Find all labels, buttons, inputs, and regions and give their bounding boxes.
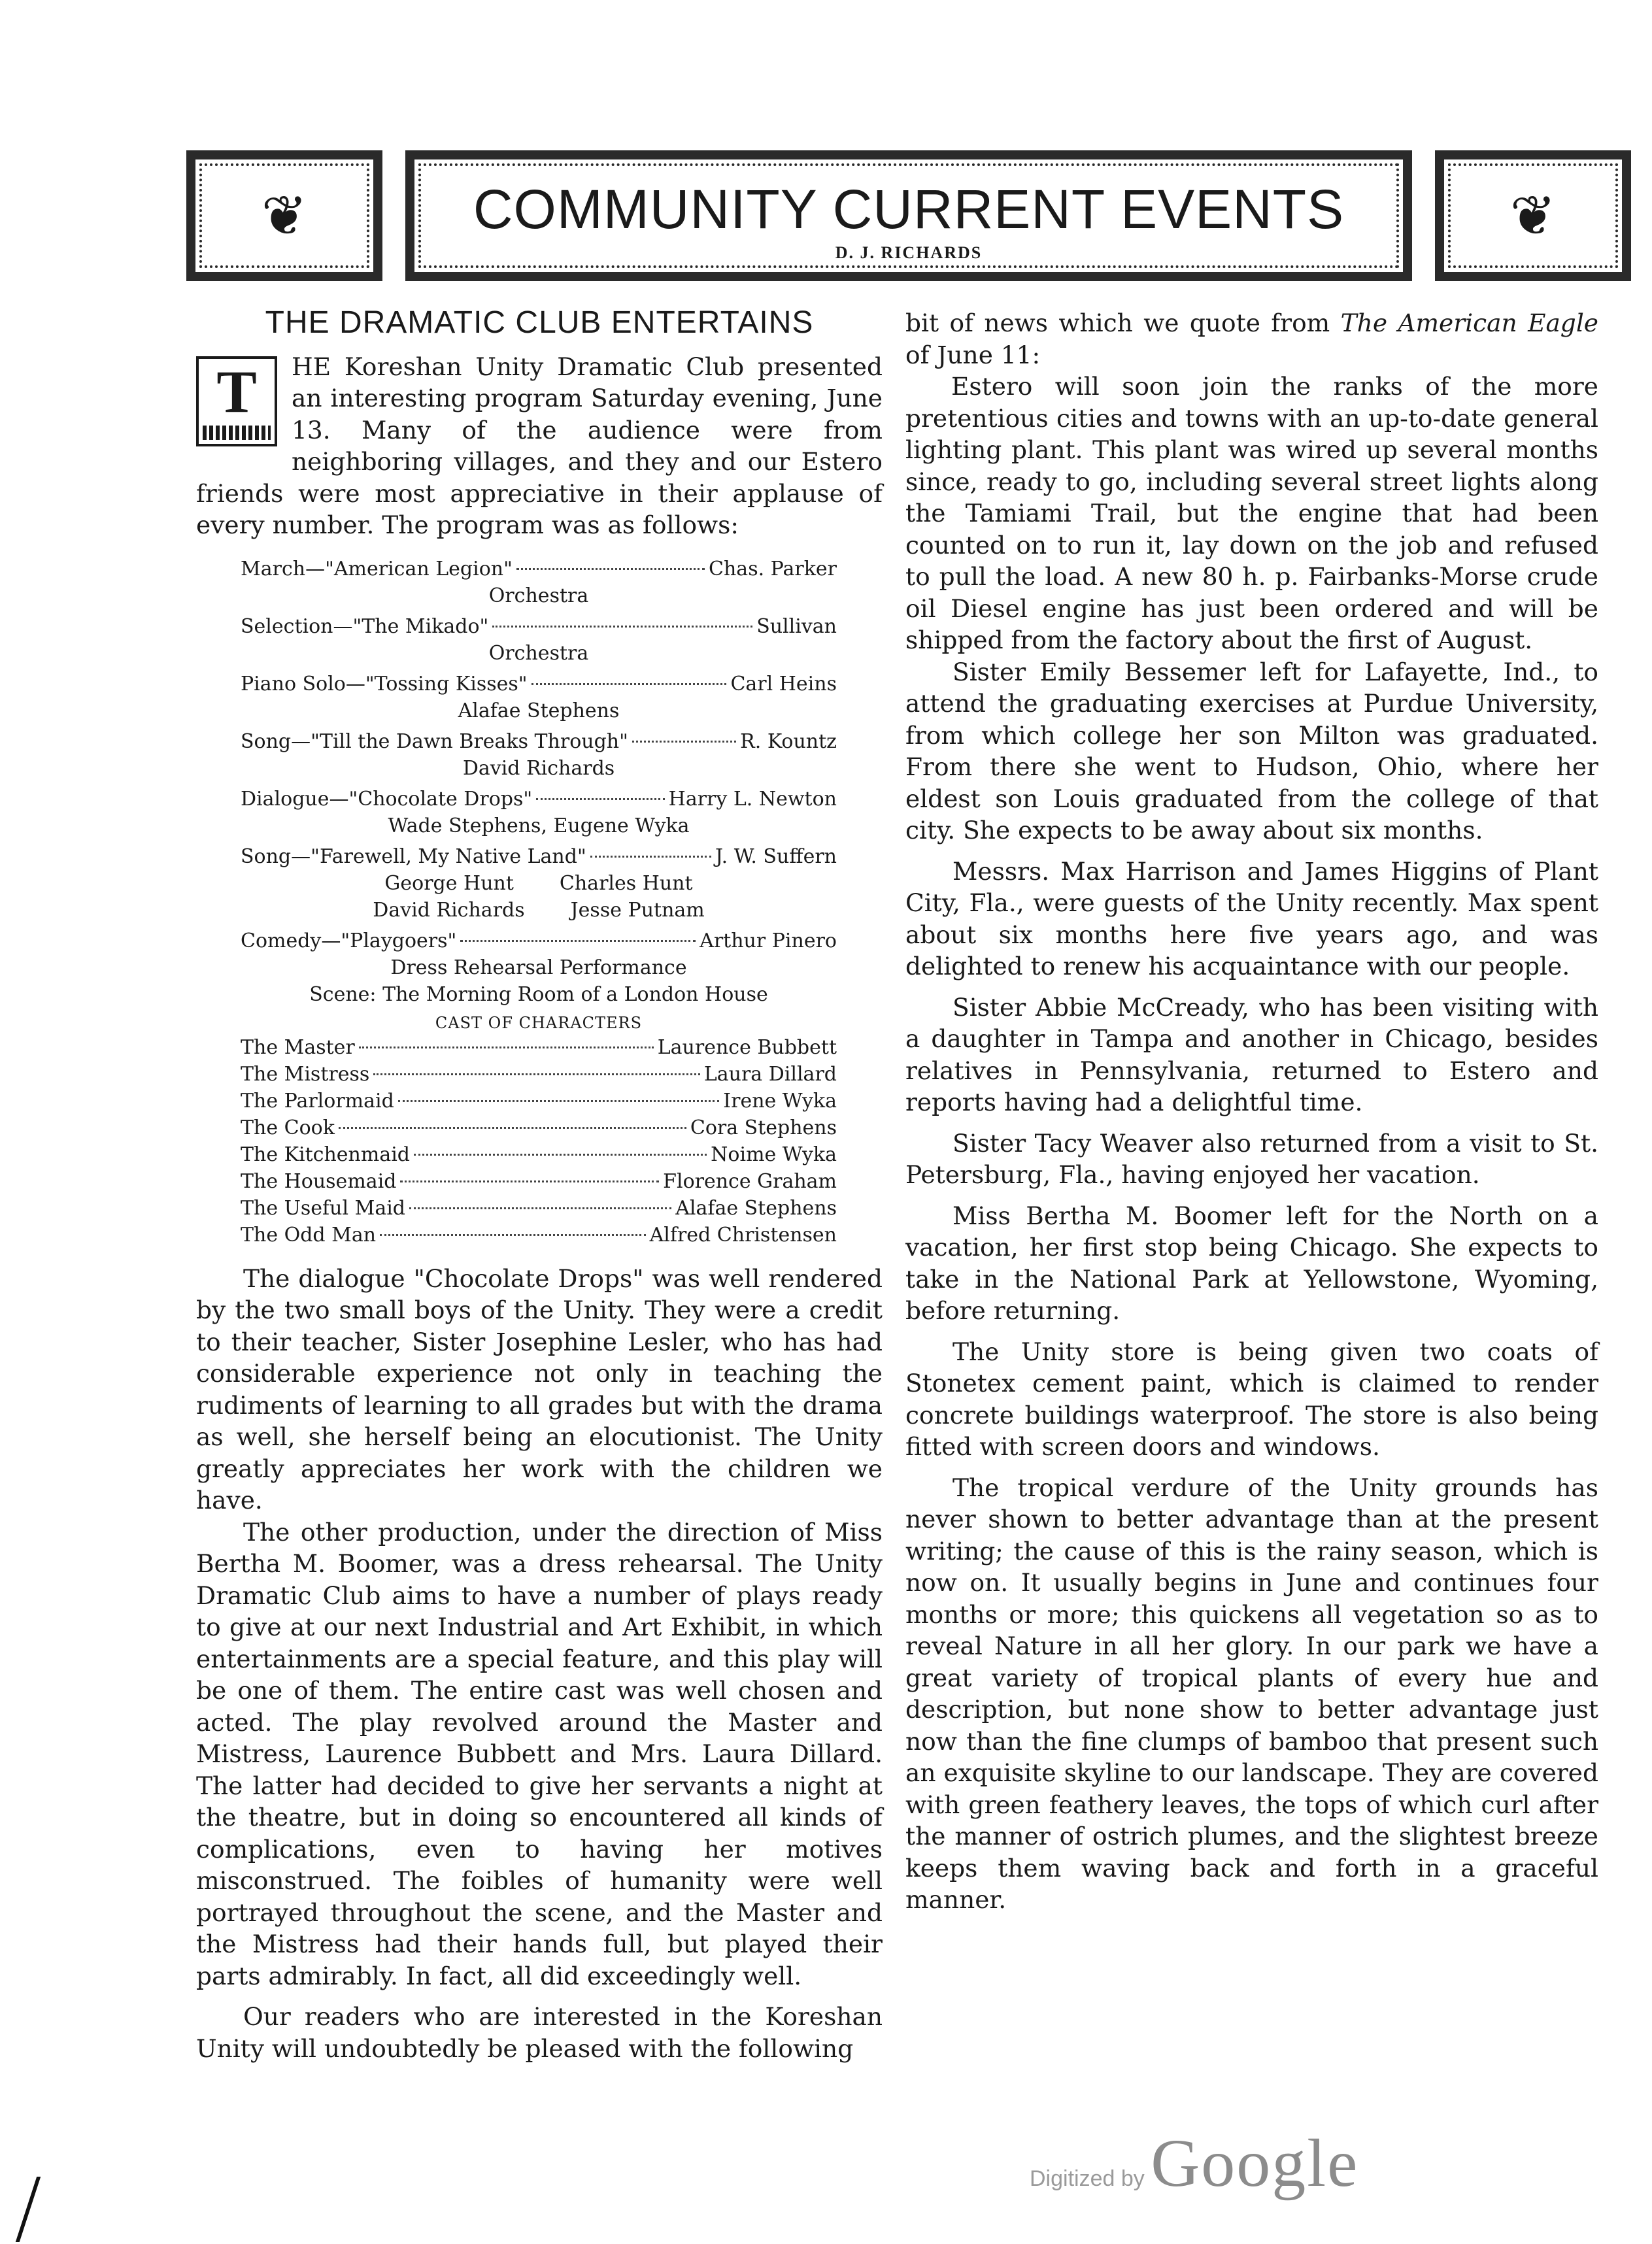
program-item-credit: Chas. Parker [709,557,837,580]
program-item-credit: Harry L. Newton [668,787,837,811]
cast-row [241,1195,837,1222]
cast-role: The Parlormaid [241,1089,394,1113]
news-item: Sister Emily Bessemer left for Lafayette, Ind., to attend the graduating exercises at Purdue University, from which college her son Milton was graduated. From there she went to Hudson, Ohio, where her eldest son Louis graduated from the college of that city. She expects to be away about six months. [905,657,1598,845]
fleur-ornament-icon: ❦ [261,184,308,248]
intro-paragraph [196,351,883,541]
intro-text: HE Koreshan Unity Dramatic Club presented an interesting program Saturday evening, June 13. Many of the audience were from neighboring villages, and they and our Estero friends were most appreciative in their applause of every number. The program was as follows: [196,352,883,539]
program-performer: David Richards [462,756,615,780]
right-column [905,307,1598,1916]
program-item-credit: J. W. Suffern [715,845,837,868]
block-quote: Estero will soon join the ranks of the more pretentious cities and towns with an up-to-date general lighting plant. This plant was wired up several months since, ready to go, including several street lights along the Tamiami Trail, but the engine that had been counted on to run it, lay down on the job and refused to pull the load. A new 80 h. p. Fairbanks-Morse crude oil Diesel engine has just been ordered and will be shipped from the factory about the first of August. [905,372,1598,654]
lead-in-text: of June 11: [905,340,1041,369]
cast-row [241,1061,837,1088]
dot-leader [339,1127,686,1129]
news-item: Messrs. Max Harrison and James Higgins of Plant City, Fla., were guests of the Unity recently. Max spent about six months here five years ago, and was delighted to renew his acquaintance with our people. [905,856,1598,980]
dot-leader [531,683,727,685]
drop-cap: T [196,356,277,446]
article-paragraph: The dialogue "Chocolate Drops" was well rendered by the two small boys of the Unity. They were a credit to their teacher, Sister Josephine Lesler, who has had considerable experience not only in teaching the rudiments of learning to all grades but with the drama as well, she herself being an elocutionist. The Unity greatly appreciates her work with the children we have. [196,1264,883,1515]
cast-role: The Housemaid [241,1169,397,1193]
dot-leader [373,1073,700,1075]
source-title: The American Eagle [1340,309,1599,337]
cast-actor: Cora Stephens [690,1116,837,1139]
dot-leader [460,940,696,942]
watermark-brand: Google [1151,2126,1359,2201]
news-item: Sister Abbie McCready, who has been visiting with a daughter in Tampa and another in Chicago, besides relatives in Pennsylvania, returned to Estero and reports having had a delightful time. [905,992,1598,1116]
dot-leader [359,1047,654,1048]
section-title: THE DRAMATIC CLUB ENTERTAINS [265,305,814,340]
dot-leader [409,1207,671,1209]
dot-leader [400,1181,659,1182]
byline: D. J. RICHARDS [835,243,983,262]
cast-actor: Irene Wyka [723,1089,837,1113]
cast-role: The Kitchenmaid [241,1143,411,1166]
cast-role: The Cook [241,1116,335,1139]
program-performer: Dress Rehearsal Performance [390,956,687,979]
cast-heading: CAST OF CHARACTERS [435,1013,643,1032]
digitized-watermark [1030,2124,1358,2202]
dot-leader [398,1100,719,1102]
cast-actor: Laurence Bubbett [657,1035,837,1059]
program-item [241,786,837,812]
cast-actor: Florence Graham [663,1169,837,1193]
cast-row [241,1034,837,1061]
program-performer: Charles Hunt [559,871,693,895]
cast-actor: Noime Wyka [711,1143,837,1166]
program-item [241,728,837,755]
program-item [241,556,837,582]
program-item [241,613,837,640]
dot-leader [380,1234,646,1236]
program-item-credit: Arthur Pinero [700,929,837,952]
program-item-title: Dialogue—"Chocolate Drops" [241,787,533,811]
program-item-credit: Carl Heins [730,672,837,695]
left-ornament-panel [186,150,382,281]
dot-leader [414,1154,707,1156]
cast-role: The Mistress [241,1062,370,1086]
news-item: Sister Tacy Weaver also returned from a visit to St. Petersburg, Fla., having enjoyed her vacation. [905,1128,1598,1189]
lead-in-text: bit of news which we quote from [905,309,1341,337]
news-item: The tropical verdure of the Unity grounds has never shown to better advantage than at the present writing; the cause of this is the rainy season, which is now on. It usually begins in June and continues four months or more; this quickens all vegetation so as to reveal Nature in all her glory. In our park we have a great variety of tropical plants of every hue and description, but none show to better advantage just now than the fine clumps of bamboo that present such an exquisite skyline to our landscape. They are covered with green feathery leaves, the tops of which curl after the manner of ostrich plumes, and the slightest breeze keeps them waving back and forth in a graceful manner. [905,1473,1598,1914]
scan-artifact [16,2177,60,2242]
cast-role: The Odd Man [241,1223,377,1247]
program-performer: David Richards [373,898,525,922]
article-paragraph: The other production, under the direction of Miss Bertha M. Boomer, was a dress rehearsal. The Unity Dramatic Club aims to have a number of plays ready to give at our next Industrial and Art Exhibit, in which entertainments are a special feature, and this play will be one of them. The entire cast was well chosen and acted. The play revolved around the Master and Mistress, Laurence Bubbett and Mrs. Laura Dillard. The latter had decided to give her servants a night at the theatre, but in doing so encountered all kinds of complications, even to having her motives misconstrued. The foibles of humanity were well portrayed throughout the scene, and the Master and the Mistress had their hands full, but played their parts admirably. In fact, all did exceedingly well. [196,1517,883,1990]
program-performer: Wade Stephens, Eugene Wyka [388,814,690,837]
cast-row [241,1088,837,1114]
program-item [241,843,837,870]
news-item: Miss Bertha M. Boomer left for the North on a vacation, her first stop being Chicago. She expects to take in the National Park at Yellowstone, Wyoming, before returning. [905,1201,1598,1325]
program-item [241,671,837,697]
program-item-credit: Sullivan [756,614,837,638]
cast-actor: Alafae Stephens [675,1196,837,1220]
cast-actor: Laura Dillard [703,1062,837,1086]
cast-role: The Useful Maid [241,1196,406,1220]
program-item-title: Comedy—"Playgoers" [241,929,457,952]
program-performer: Orchestra [488,584,589,607]
dot-leader [536,798,665,800]
program-list [241,556,837,1248]
program-item-title: Song—"Farewell, My Native Land" [241,845,586,868]
quote-lead-in [905,307,1598,371]
cast-role: The Master [241,1035,355,1059]
header-banner [186,150,1631,281]
article-paragraph: Our readers who are interested in the Koreshan Unity will undoubtedly be pleased with the following [196,2002,883,2063]
program-performer: Jesse Putnam [570,898,705,922]
program-performer-row [241,897,837,924]
title-panel [405,150,1412,281]
dot-leader [632,741,736,743]
program-performer: George Hunt [384,871,514,895]
page-title: COMMUNITY CURRENT EVENTS [473,178,1345,240]
program-item-title: Selection—"The Mikado" [241,614,489,638]
program-item-credit: R. Kountz [740,729,837,753]
program-performer: Alafae Stephens [458,699,620,722]
program-item-title: Piano Solo—"Tossing Kisses" [241,672,528,695]
program-performer: Scene: The Morning Room of a London House [309,982,768,1006]
dot-leader [516,568,705,570]
fleur-ornament-icon: ❦ [1509,184,1557,248]
dot-leader [492,626,752,628]
cast-row [241,1141,837,1168]
program-performer: Orchestra [488,641,589,665]
cast-row [241,1168,837,1195]
left-column [196,307,883,2064]
program-performer-row [241,870,837,897]
cast-row [241,1114,837,1141]
program-item-title: March—"American Legion" [241,557,513,580]
cast-actor: Alfred Christensen [649,1223,837,1247]
program-item [241,928,837,954]
cast-row [241,1222,837,1248]
news-item: The Unity store is being given two coats of Stonetex cement paint, which is claimed to render concrete buildings waterproof. The store is also being fitted with screen doors and windows. [905,1337,1598,1461]
watermark-prefix: Digitized by [1030,2166,1145,2191]
program-item-title: Song—"Till the Dawn Breaks Through" [241,729,628,753]
right-ornament-panel [1435,150,1631,281]
dot-leader [590,856,711,858]
